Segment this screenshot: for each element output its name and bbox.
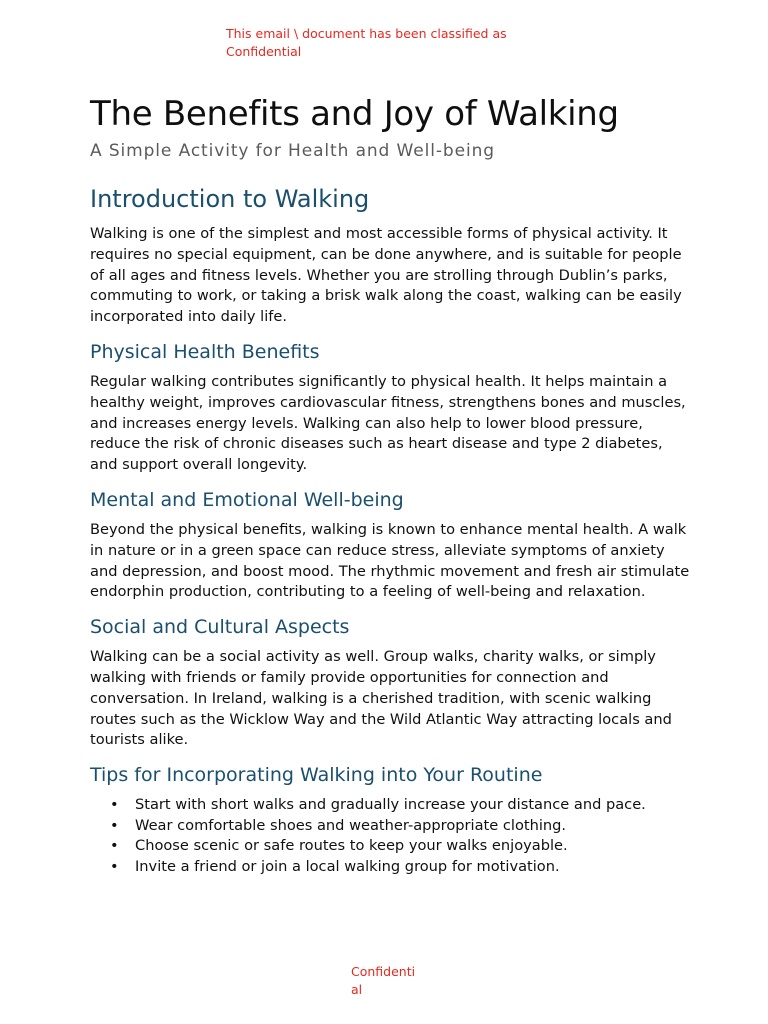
section-heading-mental-wellbeing: Mental and Emotional Well-being xyxy=(90,488,404,511)
tips-list xyxy=(90,795,690,877)
list-item xyxy=(90,836,690,857)
section-heading-tips: Tips for Incorporating Walking into Your Routine xyxy=(90,764,543,787)
list-item xyxy=(90,857,690,878)
list-item-text: Wear comfortable shoes and weather-appropriate clothing. xyxy=(135,816,567,834)
section-heading-physical-health: Physical Health Benefits xyxy=(90,340,320,363)
section-body-social-cultural: Walking can be a social activity as well. Group walks, charity walks, or simply walking with friends or family provide opportunities for connection and conversation. In Ireland, walking is a cherished tradition, with scenic walking routes such as the Wicklow Way and the Wild Atlantic Way attracting locals and tourists alike. xyxy=(90,648,672,749)
classification-notice: This email \ document has been classified as Confidential xyxy=(226,26,507,59)
document-title: The Benefits and Joy of Walking xyxy=(90,94,619,134)
section-body-introduction: Walking is one of the simplest and most accessible forms of physical activity. It requires no special equipment, can be done anywhere, and is suitable for people of all ages and fitness levels. Whether you are strolling through Dublin’s parks, commuting to work, or taking a brisk walk along the coast, walking can be easily incorporated into daily life. xyxy=(90,225,682,326)
bullet-icon: • xyxy=(110,857,119,875)
classification-footer: Confidential xyxy=(351,964,416,997)
list-item xyxy=(90,816,690,837)
section-body-physical-health: Regular walking contributes significantly to physical health. It helps maintain a healthy weight, improves cardiovascular fitness, strengthens bones and muscles, and increases energy levels. Walking can also help to lower blood pressure, reduce the risk of chronic diseases such as heart disease and type 2 diabetes, and support overall longevity. xyxy=(90,372,686,474)
document-subtitle: A Simple Activity for Health and Well-being xyxy=(90,141,495,161)
section-heading-introduction: Introduction to Walking xyxy=(90,185,370,213)
section-heading-social-cultural: Social and Cultural Aspects xyxy=(90,616,350,639)
section-body-mental-wellbeing: Beyond the physical benefits, walking is known to enhance mental health. A walk in nature or in a green space can reduce stress, alleviate symptoms of anxiety and depression, and boost mood. The rhythmic movement and fresh air stimulate endorphin production, contributing to a feeling of well-being and relaxation. xyxy=(90,520,690,601)
document-body xyxy=(90,92,690,878)
list-item-text: Start with short walks and gradually increase your distance and pace. xyxy=(135,796,646,814)
bullet-icon: • xyxy=(110,796,119,814)
list-item-text: Choose scenic or safe routes to keep your walks enjoyable. xyxy=(135,837,568,855)
bullet-icon: • xyxy=(110,837,119,855)
list-item-text: Invite a friend or join a local walking group for motivation. xyxy=(135,857,560,875)
bullet-icon: • xyxy=(110,816,119,834)
list-item xyxy=(90,795,690,816)
